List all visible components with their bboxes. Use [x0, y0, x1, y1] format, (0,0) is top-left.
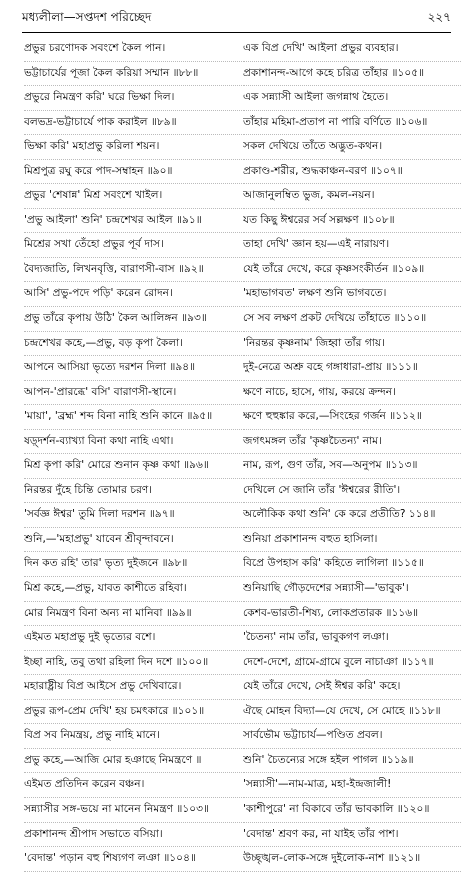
verse-line: যেই তাঁরে দেখে, সেই ঈশ্বর করি' কহে। — [243, 675, 461, 700]
verse-line: কেশব-ভারতী-শিষ্য, লোকপ্রতারক ॥১১৬॥ — [243, 602, 461, 627]
verse-line: 'মহাভাগবত' লক্ষণ শুনি ভাগবতে। — [243, 282, 461, 307]
verse-line: আজানুলম্বিত ভুজ, কমল-নয়ন। — [243, 184, 461, 209]
verse-line: প্রকাণ্ড-শরীর, শুদ্ধকাঞ্চন-বরণ ॥১০৭॥ — [243, 160, 461, 185]
verse-line: শুনি' চৈতন্যের সঙ্গে হইল পাগল ॥১১৯॥ — [243, 749, 461, 774]
running-title: মধ্যলীলা—সপ্তদশ পরিচ্ছেদ — [22, 10, 152, 24]
verse-line: ঐছে মোহন বিদ্যা—যে দেখে, সে মোহে ॥১১৮॥ — [243, 700, 461, 725]
verse-line: 'বেদান্ত' পড়ান বহু শিষ্যগণ লঞা ॥১০৪॥ — [24, 847, 242, 872]
verse-line: 'বেদান্ত' শ্রবণ কর, না যাইহ তাঁর পাশ। — [243, 823, 461, 848]
verse-line: 'সন্ন্যাসী'—নাম-মাত্র, মহা-ইন্দ্রজালী! — [243, 773, 461, 798]
verse-line: মহারাষ্ট্রীয় বিপ্র আইসে প্রভু দেখিবারে। — [24, 675, 242, 700]
verse-line: দিন কত রহি' তার' ভৃত্য দুইজনে ॥৯৮॥ — [24, 552, 242, 577]
verse-line: প্রভুর 'শেষান্ন' মিশ্র সবংশে খাইল। — [24, 184, 242, 209]
verse-line: নাম, রূপ, গুণ তাঁর, সব—অনুপম ॥১১৩॥ — [243, 454, 461, 479]
verse-line: 'চৈতন্য' নাম তাঁর, ভাবুকগণ লঞা। — [243, 626, 461, 651]
page-number: ২২৭ — [427, 10, 451, 24]
verse-line: বিপ্রে উপহাস করি' কহিতে লাগিলা ॥১১৫॥ — [243, 552, 461, 577]
verse-line: ক্ষণে হুহুঙ্কার করে,—সিংহের গর্জন ॥১১২॥ — [243, 405, 461, 430]
verse-line: প্রভু তাঁরে কৃপায় উঠি' কৈল আলিঙ্গন ॥৯৩॥ — [24, 307, 242, 332]
verse-line: মোর নিমন্ত্রণ বিনা অন্য না মানিবা ॥৯৯॥ — [24, 602, 242, 627]
verse-line: আপনে আসিয়া ভৃত্যে দরশন দিলা ॥৯৪॥ — [24, 356, 242, 381]
header-rule — [22, 32, 451, 33]
verse-line: এইমত মহাপ্রভু দুই ভৃত্যের বশে। — [24, 626, 242, 651]
right-column — [243, 37, 461, 872]
left-column — [24, 37, 242, 872]
verse-line: মিশ্র কৃপা করি' মোরে শুনান কৃষ্ণ কথা ॥৯৬॥ — [24, 454, 242, 479]
verse-line: অলৌকিক কথা শুনি' কে করে প্রতীতি? ১১৪॥ — [243, 503, 461, 528]
verse-line: 'সর্বজ্ঞ ঈশ্বর' তুমি দিলা দরশন ॥৯৭॥ — [24, 503, 242, 528]
verse-line: ভট্টাচার্যের পূজা কৈল করিয়া সম্মান ॥৮৮॥ — [24, 62, 242, 87]
verse-line: আসি' প্রভু-পদে পড়ি' করেন রোদন। — [24, 282, 242, 307]
verse-line: ক্ষণে নাচে, হাসে, গায়, করয়ে ক্রন্দন। — [243, 381, 461, 406]
verse-line: 'নিরন্তর কৃষ্ণনাম' জিহ্বা তাঁর গায়। — [243, 332, 461, 357]
verse-line: শুনিয়া প্রকাশানন্দ বহুত হাসিলা। — [243, 528, 461, 553]
verse-line: জগৎমঙ্গল তাঁর 'কৃষ্ণচৈতন্য' নাম। — [243, 430, 461, 455]
verse-line: 'প্রভু আইলা' শুনি' চন্দ্রশেখর আইল ॥৯১॥ — [24, 209, 242, 234]
verse-line: চন্দ্রশেখর কহে,—প্রভু, বড় কৃপা কৈলা। — [24, 332, 242, 357]
verse-line: প্রভুর রূপ-প্রেম দেখি' হয় চমৎকারে ॥১০১॥ — [24, 700, 242, 725]
verse-line: শুনিয়াছি গৌড়দেশের সন্ন্যাসী—'ভাবুক'। — [243, 577, 461, 602]
verse-line: যত কিছু ঈশ্বরের সর্ব সল্লক্ষণ ॥১০৮॥ — [243, 209, 461, 234]
verse-line: নিরন্তর দুঁহে চিন্তি তোমার চরণ। — [24, 479, 242, 504]
verse-line: সার্বভৌম ভট্টাচার্য—পণ্ডিত প্রবল। — [243, 724, 461, 749]
verse-line: উচ্ছৃঙ্খল-লোক-সঙ্গে দুইলোক-নাশ ॥১২১॥ — [243, 847, 461, 872]
verse-line: সন্ন্যাসীর সঙ্গ-ভয়ে না মানেন নিমন্ত্রণ ॥১০৩॥ — [24, 798, 242, 823]
running-header — [22, 6, 451, 32]
verse-line: মিশ্রের সখা তেঁহো প্রভুর পূর্ব দাস। — [24, 233, 242, 258]
verse-line: ভিক্ষা করি' মহাপ্রভু করিলা শয়ন। — [24, 135, 242, 160]
verse-line: যেই তাঁরে দেখে, করে কৃষ্ণসংকীর্তন ॥১০৯॥ — [243, 258, 461, 283]
verse-line: শুনি,—'মহাপ্রভু' যাবেন শ্রীবৃন্দাবনে। — [24, 528, 242, 553]
verse-line: সকল দেখিয়ে তাঁতে অদ্ভুত-কথন। — [243, 135, 461, 160]
verse-line: এইমত প্রতিদিন করেন বঞ্চন। — [24, 773, 242, 798]
verse-line: দেখিলে সে জানি তাঁর 'ঈশ্বরের রীতি'। — [243, 479, 461, 504]
verse-line: মিশ্র কহে,—প্রভু, যাবত কাশীতে রহিবা। — [24, 577, 242, 602]
verse-line: এক সন্ন্যাসী আইলা জগন্নাথ হৈতে। — [243, 86, 461, 111]
verse-line: তাঁহার মহিমা-প্রতাপ না পারি বর্ণিতে ॥১০৬॥ — [243, 111, 461, 136]
verse-line: বলভদ্র-ভট্টাচার্যে পাক করাইল ॥৮৯॥ — [24, 111, 242, 136]
verse-line: তাহা দেখি' জ্ঞান হয়—এই নারায়ণ। — [243, 233, 461, 258]
verse-line: আপন-'প্রারব্ধে' বসি' বারাণসী-স্থানে। — [24, 381, 242, 406]
verse-line: প্রকাশানন্দ-আগে কহে চরিত্র তাঁহার ॥১০৫॥ — [243, 62, 461, 87]
verse-line: মিশ্রপুত্র রঘু করে পাদ-সম্বাহন ॥৯০॥ — [24, 160, 242, 185]
verse-line: দুই-নেত্রে অশ্রু বহে গঙ্গাধারা-প্রায় ॥১১১॥ — [243, 356, 461, 381]
verse-line: 'কাশীপুরে' না বিকাবে তাঁর ভাবকালি ॥১২০॥ — [243, 798, 461, 823]
verse-line: বৈদ্যজাতি, লিখনবৃত্তি, বারাণসী-বাস ॥৯২॥ — [24, 258, 242, 283]
verse-line: 'মায়া', 'ব্রহ্ম' শব্দ বিনা নাহি শুনি কানে ॥৯৫॥ — [24, 405, 242, 430]
verse-line: প্রভুরে নিমন্ত্রণ করি' ঘরে ভিক্ষা দিল। — [24, 86, 242, 111]
verse-line: বিপ্র সব নিমন্ত্রয়, প্রভু নাহি মানে। — [24, 724, 242, 749]
verse-line: দেশে-দেশে, গ্রামে-গ্রামে বুলে নাচাঞা ॥১১৭॥ — [243, 651, 461, 676]
verse-line: প্রভু কহে,—আজি মোর হঞাছে নিমন্ত্রণে ॥ — [24, 749, 242, 774]
verse-line: প্রকাশানন্দ শ্রীপাদ সভাতে বসিয়া। — [24, 823, 242, 848]
verse-line: প্রভুর চরণোদক সবংশে কৈল পান। — [24, 37, 242, 62]
verse-line: সে সব লক্ষণ প্রকট দেখিয়ে তাঁহাতে ॥১১০॥ — [243, 307, 461, 332]
verse-line: ইচ্ছা নাহি, তবু তথা রহিলা দিন দশে ॥১০০॥ — [24, 651, 242, 676]
verse-line: এক বিপ্র দেখি' আইলা প্রভুর ব্যবহার। — [243, 37, 461, 62]
verse-line: ষড়্দর্শন-ব্যাখ্যা বিনা কথা নাহি এথা। — [24, 430, 242, 455]
